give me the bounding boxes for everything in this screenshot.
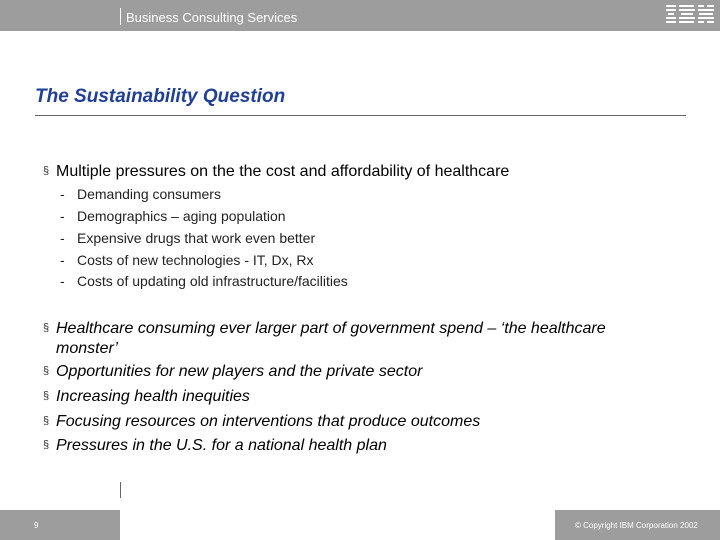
footer-bar-left [0, 510, 120, 540]
dash-mark: - [60, 186, 65, 202]
main-bullet-text: Multiple pressures on the the cost and affordability of healthcare [56, 163, 510, 180]
italic-bullet-text: Opportunities for new players and the private sector [56, 363, 423, 380]
footer-gap [120, 510, 126, 540]
sub-item-text: Demographics – aging population [77, 208, 286, 224]
sub-item-text: Expensive drugs that work even better [77, 230, 316, 246]
dash-mark: - [60, 252, 65, 268]
italic-bullet-text: Healthcare consuming ever larger part of government spend – ‘the healthcare [56, 320, 606, 337]
bullet-mark: § [43, 439, 50, 451]
sub-item-text: Demanding consumers [77, 186, 221, 202]
ibm-logo-icon [666, 3, 714, 25]
dash-mark: - [60, 208, 65, 224]
header-bar [0, 0, 720, 31]
bullet-mark: § [43, 365, 50, 377]
dash-mark: - [60, 273, 65, 289]
dash-mark: - [60, 230, 65, 246]
italic-bullet-text: Pressures in the U.S. for a national health plan [56, 437, 387, 454]
page-number: 9 [34, 521, 39, 530]
bullet-mark: § [43, 165, 50, 177]
italic-bullet-text: Increasing health inequities [56, 388, 250, 405]
company-name: Business Consulting Services [126, 10, 298, 25]
bullet-mark: § [43, 415, 50, 427]
header-divider [120, 8, 121, 25]
italic-bullet-text: Focusing resources on interventions that produce outcomes [56, 413, 481, 430]
sub-item-text: Costs of new technologies - IT, Dx, Rx [77, 252, 314, 268]
title-rule [35, 115, 686, 116]
italic-bullet-text: monster’ [56, 340, 118, 357]
slide-title: The Sustainability Question [35, 86, 286, 107]
copyright-text: © Copyright IBM Corporation 2002 [575, 521, 698, 530]
bullet-mark: § [43, 322, 50, 334]
sub-item-text: Costs of updating old infrastructure/facilities [77, 273, 348, 289]
bullet-mark: § [43, 390, 50, 402]
footer-divider [120, 482, 121, 498]
